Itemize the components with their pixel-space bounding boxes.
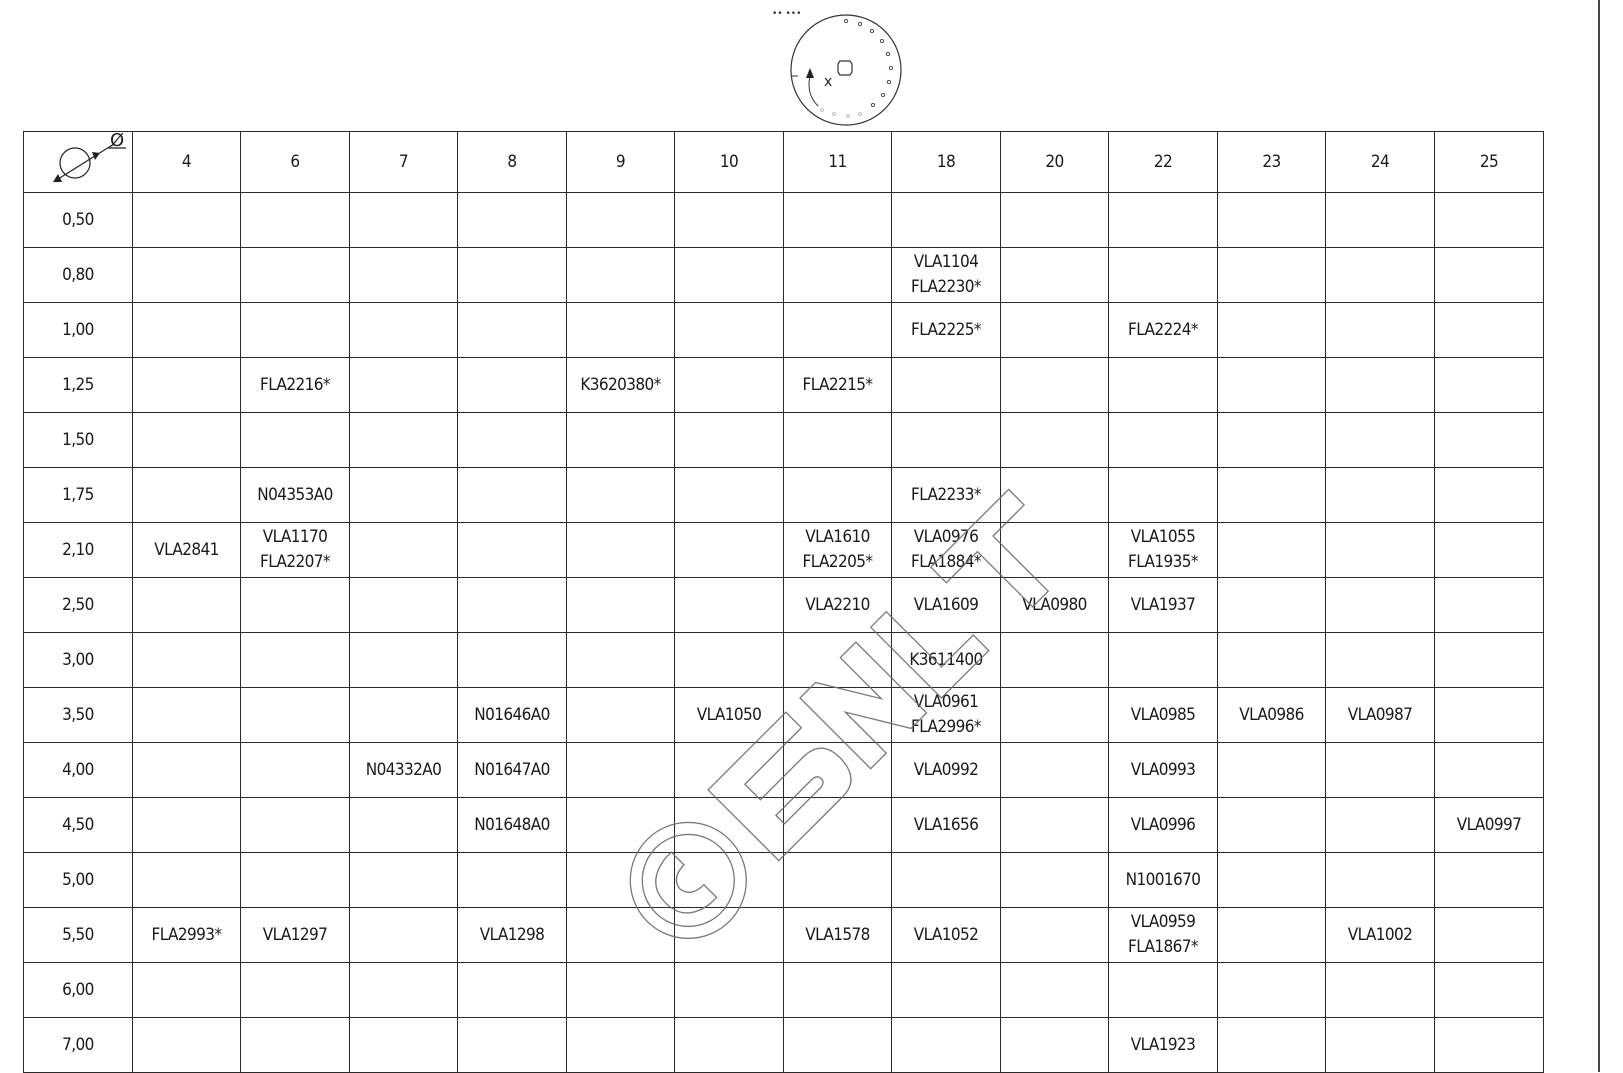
column-header: 6: [241, 132, 350, 193]
table-cell: [1001, 523, 1109, 578]
row-label: 5,00: [24, 853, 133, 908]
table-cell: [1218, 798, 1326, 853]
table-cell: [1435, 523, 1544, 578]
table-cell: [784, 468, 892, 523]
table-cell: [133, 578, 241, 633]
table-cell: [675, 743, 784, 798]
table-cell: [784, 248, 892, 303]
table-cell: [133, 193, 241, 248]
table-cell: VLA1298: [458, 908, 567, 963]
table-cell: [350, 853, 458, 908]
table-cell: [1218, 908, 1326, 963]
table-cell: N04353A0: [241, 468, 350, 523]
column-header: 25: [1435, 132, 1544, 193]
table-cell: FLA2993*: [133, 908, 241, 963]
table-cell: [784, 743, 892, 798]
row-label: 1,00: [24, 303, 133, 358]
table-cell: [1435, 468, 1544, 523]
table-cell: [1435, 358, 1544, 413]
table-cell: [1435, 853, 1544, 908]
table-cell: [1326, 523, 1435, 578]
table-cell: [1435, 688, 1544, 743]
table-cell: [1435, 193, 1544, 248]
table-cell: [1326, 743, 1435, 798]
table-cell: [1218, 358, 1326, 413]
table-cell: FLA2216*: [241, 358, 350, 413]
table-cell: [567, 688, 675, 743]
table-cell: [784, 633, 892, 688]
row-label: 7,00: [24, 1018, 133, 1073]
column-header: 4: [133, 132, 241, 193]
table-cell: [675, 248, 784, 303]
disc-outline: [791, 15, 901, 125]
table-row: [24, 303, 1544, 358]
row-label: 3,50: [24, 688, 133, 743]
table-cell: [350, 303, 458, 358]
table-cell: [458, 358, 567, 413]
table-cell: [1326, 963, 1435, 1018]
diagram-legend-marks: •• •••: [772, 9, 802, 19]
table-cell: [1001, 908, 1109, 963]
table-cell: [133, 963, 241, 1018]
table-cell: [567, 468, 675, 523]
column-header: 7: [350, 132, 458, 193]
table-cell: [1218, 303, 1326, 358]
row-label: 5,50: [24, 908, 133, 963]
table-cell: [1218, 413, 1326, 468]
table-cell: VLA0993: [1109, 743, 1218, 798]
column-header: 11: [784, 132, 892, 193]
table-cell: VLA0986: [1218, 688, 1326, 743]
table-cell: [1326, 798, 1435, 853]
table-cell: [1435, 908, 1544, 963]
table-cell: [1109, 193, 1218, 248]
table-cell: [133, 468, 241, 523]
table-cell: [567, 248, 675, 303]
table-cell: [567, 1018, 675, 1073]
row-label: 1,75: [24, 468, 133, 523]
table-cell: VLA1104 FLA2230*: [892, 248, 1001, 303]
table-cell: [1218, 578, 1326, 633]
table-row: [24, 1018, 1544, 1073]
table-cell: [1218, 633, 1326, 688]
table-cell: [675, 1018, 784, 1073]
table-cell: [567, 633, 675, 688]
table-cell: [1326, 578, 1435, 633]
table-cell: [350, 523, 458, 578]
table-cell: [350, 633, 458, 688]
table-cell: N01647A0: [458, 743, 567, 798]
table-cell: [458, 1018, 567, 1073]
table-cell: [1326, 633, 1435, 688]
table-cell: [567, 578, 675, 633]
table-cell: [892, 413, 1001, 468]
diagram-x-label: x: [824, 74, 833, 90]
table-cell: [784, 963, 892, 1018]
table-cell: [892, 358, 1001, 413]
table-cell: [675, 578, 784, 633]
table-cell: [567, 963, 675, 1018]
table-cell: [675, 413, 784, 468]
table-cell: [1001, 413, 1109, 468]
table-cell: [1001, 358, 1109, 413]
column-header: 22: [1109, 132, 1218, 193]
table-cell: FLA2225*: [892, 303, 1001, 358]
row-label: 4,50: [24, 798, 133, 853]
table-cell: [1435, 303, 1544, 358]
table-row: [24, 578, 1544, 633]
table-row: [24, 853, 1544, 908]
row-label: 1,25: [24, 358, 133, 413]
table-cell: [1218, 1018, 1326, 1073]
table-cell: VLA2841: [133, 523, 241, 578]
table-cell: [567, 413, 675, 468]
table-cell: [1109, 358, 1218, 413]
table-cell: [1109, 468, 1218, 523]
table-cell: VLA1656: [892, 798, 1001, 853]
disc-hub: [838, 61, 852, 75]
table-cell: [1001, 468, 1109, 523]
table-cell: VLA1170 FLA2207*: [241, 523, 350, 578]
table-cell: [458, 633, 567, 688]
table-cell: [567, 798, 675, 853]
table-cell: [1001, 963, 1109, 1018]
table-cell: [1435, 743, 1544, 798]
table-cell: [1218, 853, 1326, 908]
table-cell: [350, 688, 458, 743]
table-cell: [241, 303, 350, 358]
table-row: [24, 413, 1544, 468]
table-cell: [458, 523, 567, 578]
table-cell: VLA1610 FLA2205*: [784, 523, 892, 578]
row-label: 2,10: [24, 523, 133, 578]
table-row: [24, 688, 1544, 743]
table-cell: [1218, 193, 1326, 248]
table-cell: [567, 743, 675, 798]
table-cell: [458, 413, 567, 468]
table-cell: [1218, 743, 1326, 798]
table-cell: [241, 743, 350, 798]
table-cell: [350, 798, 458, 853]
table-cell: [675, 798, 784, 853]
table-cell: [1109, 248, 1218, 303]
table-cell: [458, 468, 567, 523]
table-cell: [350, 908, 458, 963]
table-cell: [133, 633, 241, 688]
table-cell: [892, 193, 1001, 248]
table-cell: [1435, 413, 1544, 468]
table-cell: VLA0997: [1435, 798, 1544, 853]
column-header: 20: [1001, 132, 1109, 193]
table-row: [24, 908, 1544, 963]
table-cell: [784, 798, 892, 853]
table-cell: VLA0961 FLA2996*: [892, 688, 1001, 743]
table-cell: [1109, 963, 1218, 1018]
table-cell: [1326, 468, 1435, 523]
column-header: 9: [567, 132, 675, 193]
column-header: 10: [675, 132, 784, 193]
table-header-row: [24, 132, 1544, 193]
table-cell: [892, 963, 1001, 1018]
column-header: 24: [1326, 132, 1435, 193]
page-edge-line: [1598, 0, 1600, 1072]
table-cell: [675, 303, 784, 358]
table-row: [24, 358, 1544, 413]
table-cell: VLA1937: [1109, 578, 1218, 633]
diameter-symbol: Ø: [110, 130, 124, 151]
row-label: 4,00: [24, 743, 133, 798]
table-cell: VLA1297: [241, 908, 350, 963]
table-cell: [567, 303, 675, 358]
table-cell: [675, 358, 784, 413]
table-cell: [1435, 633, 1544, 688]
table-cell: [241, 578, 350, 633]
table-cell: [458, 578, 567, 633]
table-cell: [784, 688, 892, 743]
table-cell: FLA2215*: [784, 358, 892, 413]
table-cell: [350, 413, 458, 468]
table-cell: FLA2224*: [1109, 303, 1218, 358]
table-cell: [892, 853, 1001, 908]
table-cell: [675, 523, 784, 578]
table-cell: N01648A0: [458, 798, 567, 853]
table-cell: [241, 633, 350, 688]
table-cell: [1326, 303, 1435, 358]
rotation-arrow-head: [806, 68, 814, 78]
table-cell: [241, 193, 350, 248]
table-cell: [784, 853, 892, 908]
table-cell: [458, 853, 567, 908]
table-cell: [1435, 248, 1544, 303]
table-cell: [1326, 358, 1435, 413]
table-cell: K3620380*: [567, 358, 675, 413]
table-cell: VLA0987: [1326, 688, 1435, 743]
table-cell: [1218, 963, 1326, 1018]
table-cell: [241, 413, 350, 468]
table-cell: VLA0996: [1109, 798, 1218, 853]
table-cell: [133, 1018, 241, 1073]
column-header: 8: [458, 132, 567, 193]
rotation-arrow: [809, 76, 818, 106]
table-cell: [1001, 853, 1109, 908]
table-cell: [1001, 688, 1109, 743]
table-cell: VLA0980: [1001, 578, 1109, 633]
table-cell: [675, 468, 784, 523]
table-cell: VLA1050: [675, 688, 784, 743]
table-cell: [1435, 578, 1544, 633]
table-row: [24, 523, 1544, 578]
table-cell: [133, 248, 241, 303]
table-cell: [350, 248, 458, 303]
table-cell: [675, 633, 784, 688]
table-cell: [1001, 1018, 1109, 1073]
table-cell: [567, 853, 675, 908]
table-cell: VLA1002: [1326, 908, 1435, 963]
table-row: [24, 963, 1544, 1018]
table-cell: [350, 963, 458, 1018]
table-cell: [241, 853, 350, 908]
table-cell: N1001670: [1109, 853, 1218, 908]
table-cell: VLA2210: [784, 578, 892, 633]
table-cell: [1218, 523, 1326, 578]
table-cell: [241, 248, 350, 303]
table-cell: FLA2233*: [892, 468, 1001, 523]
table-row: [24, 798, 1544, 853]
table-cell: [350, 193, 458, 248]
row-label: 2,50: [24, 578, 133, 633]
table-cell: [784, 1018, 892, 1073]
table-cell: N01646A0: [458, 688, 567, 743]
table-cell: [1001, 798, 1109, 853]
table-cell: [133, 853, 241, 908]
table-cell: VLA1578: [784, 908, 892, 963]
table-cell: [784, 193, 892, 248]
table-cell: [567, 193, 675, 248]
disc-reference-table: [23, 131, 1544, 1073]
table-cell: VLA1055 FLA1935*: [1109, 523, 1218, 578]
table-cell: VLA1052: [892, 908, 1001, 963]
table-cell: [133, 303, 241, 358]
table-cell: [133, 798, 241, 853]
table-cell: VLA0976 FLA1884*: [892, 523, 1001, 578]
table-cell: [784, 303, 892, 358]
row-label: 0,80: [24, 248, 133, 303]
table-cell: [1109, 633, 1218, 688]
diameter-icon: [28, 132, 128, 184]
table-row: [24, 468, 1544, 523]
table-cell: [784, 413, 892, 468]
table-cell: [1109, 413, 1218, 468]
table-cell: [458, 248, 567, 303]
table-cell: [1326, 248, 1435, 303]
table-cell: [458, 963, 567, 1018]
table-cell: [1326, 853, 1435, 908]
table-cell: [458, 193, 567, 248]
row-label: 3,00: [24, 633, 133, 688]
table-cell: [350, 1018, 458, 1073]
table-cell: [241, 1018, 350, 1073]
table-cell: [241, 798, 350, 853]
table-cell: [675, 963, 784, 1018]
table-cell: [1001, 193, 1109, 248]
table-cell: [1218, 468, 1326, 523]
table-cell: N04332A0: [350, 743, 458, 798]
row-label: 6,00: [24, 963, 133, 1018]
table-cell: VLA0959 FLA1867*: [1109, 908, 1218, 963]
table-cell: [1001, 743, 1109, 798]
table-cell: [675, 193, 784, 248]
table-cell: [1326, 413, 1435, 468]
table-cell: [133, 413, 241, 468]
table-cell: [1435, 963, 1544, 1018]
table-cell: [350, 468, 458, 523]
table-cell: [133, 358, 241, 413]
table-cell: VLA0985: [1109, 688, 1218, 743]
table-cell: [1326, 1018, 1435, 1073]
table-cell: [350, 358, 458, 413]
table-row: [24, 743, 1544, 798]
table-cell: [1218, 248, 1326, 303]
table-cell: VLA1609: [892, 578, 1001, 633]
table-cell: VLA1923: [1109, 1018, 1218, 1073]
table-cell: [350, 578, 458, 633]
table-cell: [1435, 1018, 1544, 1073]
table-cell: [675, 908, 784, 963]
table-cell: [1326, 193, 1435, 248]
table-row: [24, 193, 1544, 248]
table-row: [24, 633, 1544, 688]
table-cell: [567, 523, 675, 578]
table-cell: [1001, 633, 1109, 688]
table-cell: [133, 688, 241, 743]
table-cell: [1001, 248, 1109, 303]
row-label: 0,50: [24, 193, 133, 248]
table-cell: [892, 1018, 1001, 1073]
table-cell: [241, 688, 350, 743]
table-cell: [1001, 303, 1109, 358]
column-header: 23: [1218, 132, 1326, 193]
table-cell: [675, 853, 784, 908]
table-cell: [133, 743, 241, 798]
table-cell: [241, 963, 350, 1018]
table-cell: [458, 303, 567, 358]
table-row: [24, 248, 1544, 303]
table-cell: VLA0992: [892, 743, 1001, 798]
table-cell: [567, 908, 675, 963]
table-cell: K3611400: [892, 633, 1001, 688]
seed-disc-diagram: [772, 6, 936, 130]
column-header: 18: [892, 132, 1001, 193]
diameter-corner-cell: [24, 132, 133, 193]
row-label: 1,50: [24, 413, 133, 468]
